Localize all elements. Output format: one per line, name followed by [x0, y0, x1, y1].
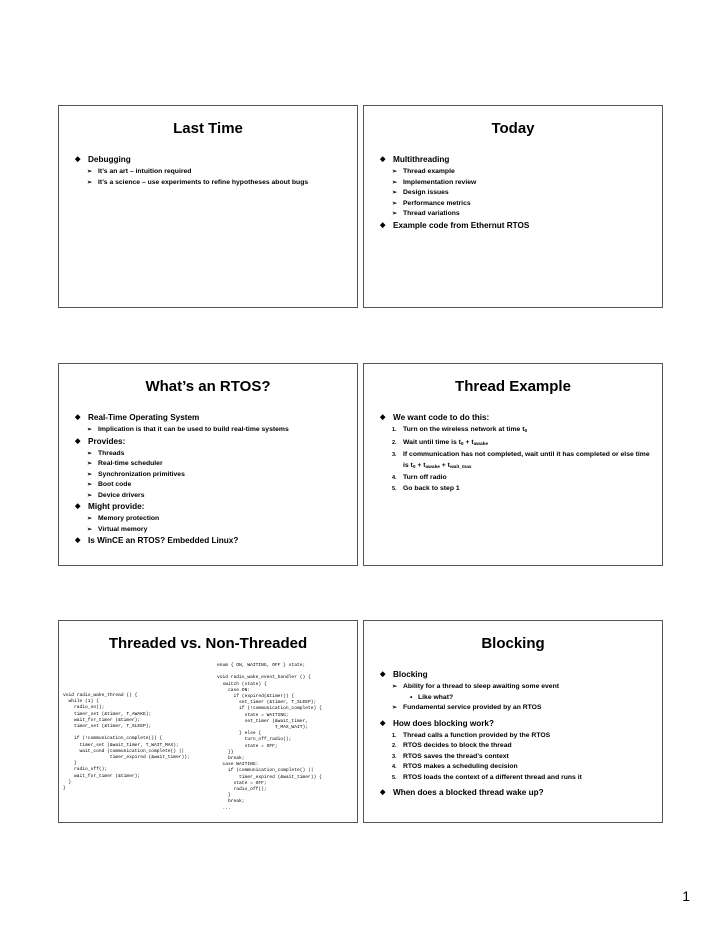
page-number: 1 [682, 888, 690, 904]
item-number: 4. [392, 764, 397, 770]
numbered-item: 1. Thread calls a function provided by the RTOS [380, 731, 656, 742]
slide-whats-an-rtos [58, 363, 358, 566]
sub-bullet: ➢ It’s a science – use experiments to refine hypotheses about bugs [75, 178, 351, 189]
slide-title: What’s an RTOS? [145, 378, 271, 395]
bullet: ◆ Example code from Ethernut RTOS [380, 220, 656, 231]
slide-blocking [363, 620, 663, 823]
bullet: ◆ Might provide: [75, 501, 351, 512]
sub-bullet: ➢ Virtual memory [75, 525, 351, 536]
slide-title: Threaded vs. Non-Threaded [108, 635, 308, 652]
slide-content [380, 669, 656, 800]
slide-content [380, 154, 656, 233]
item-number: 5. [392, 485, 397, 492]
sub-bullet: ➢ Boot code [75, 480, 351, 491]
bullet: ◆ Is WinCE an RTOS? Embedded Linux? [75, 535, 351, 546]
bullet: ◆ Debugging [75, 154, 351, 165]
bullet: ◆ Multithreading [380, 154, 656, 165]
numbered-item: 1. Turn on the wireless network at time $t_0$ [392, 426, 528, 434]
sub-bullet: ➢ It’s an art – intuition required [75, 167, 351, 178]
item-number: 2. [392, 743, 397, 749]
slide-content [380, 412, 656, 494]
bullet: ◆ We want code to do this: [380, 412, 656, 423]
slide-title: Today [491, 120, 535, 137]
numbered-item: 3. RTOS saves the thread’s context [380, 752, 656, 763]
sub-bullet: ➢ Performance metrics [380, 199, 656, 210]
item-number: 3. [392, 753, 397, 760]
numbered-item: 5. RTOS loads the context of a different thread and runs it [380, 773, 656, 784]
sub-bullet: ➢ Thread example [380, 167, 656, 178]
item-number: 4. [392, 475, 397, 481]
sub-bullet: ➢ Device drivers [75, 491, 351, 502]
bullet: ◆ Provides: [75, 436, 351, 447]
slide-content [75, 412, 351, 548]
numbered-item: 3. If communication has not completed, wait until it has completed or else time is $t_0 + t_{awake} + t_{wait\_max}$ [392, 451, 650, 470]
numbered-item: 5. Go back to step 1 [380, 484, 656, 495]
numbered-item: 4. RTOS makes a scheduling decision [380, 762, 656, 773]
bullet: ◆ Real-Time Operating System [75, 412, 351, 423]
code-threaded: void radio_wake_thread () { while (1) { radio_on(); timer_set (&timer, T_AWAKE); wait_for_timer (&timer); timer_set (&timer, T_SLEEP); if (!communication_complete()) { timer_set (&wait_timer, T_WAIT_MAX); wait_cond (communication_complete() || timer_expired (&wait_timer)); } radio_off(); wait_for_timer (&timer); } } [63, 693, 190, 792]
item-number: 3. [392, 452, 397, 458]
sub-bullet: ➢ Implication is that it can be used to build real-time systems [75, 425, 351, 436]
numbered-item: 4. Turn off radio [380, 473, 656, 484]
slide-title: Thread Example [455, 378, 571, 395]
sub-bullet: ➢ Real-time scheduler [75, 459, 351, 470]
sub-bullet: ➢ Memory protection [75, 514, 351, 525]
slide-last-time [58, 105, 358, 308]
sub-bullet: ➢ Threads [75, 449, 351, 460]
slide-threaded-vs-non-threaded [58, 620, 358, 823]
bullet: ◆ How does blocking work? [380, 718, 656, 729]
bullet: ◆ When does a blocked thread wake up? [380, 787, 656, 798]
item-number: 5. [392, 774, 397, 781]
slide-title: Last Time [173, 120, 243, 137]
sub-bullet: ➢ Thread variations [380, 209, 656, 220]
item-number: 2. [392, 439, 397, 446]
sub-bullet: ➢ Ability for a thread to sleep awaiting some event [380, 682, 656, 693]
sub-bullet: ➢ Design issues [380, 188, 656, 199]
slide-title: Blocking [481, 635, 545, 652]
slide-thread-example [363, 363, 663, 566]
item-number: 1. [392, 732, 397, 739]
code-event-handler: enum { ON, WAITING, OFF } state; void radio_wake_event_handler () { switch (state) { case ON: if (expired(&timer)) { set_timer (&timer, T_SLEEP); if (!communication_complete) { state = WAITING; set_timer (&wait_timer, T_MAX_WAIT); } else { turn_off_radio(); state = OFF; }} break; case WAITING: if (communication_complete() || timer_expired (&wait_timer)) { state = OFF; radio_off(); } break; ... [217, 663, 322, 811]
sub-bullet: ➢ Fundamental service provided by an RTOS [380, 703, 656, 714]
numbered-item: 2. Wait until time is $t_0 + t_{awake}$ [392, 438, 488, 447]
numbered-item: 2. RTOS decides to block the thread [380, 741, 656, 752]
sub-sub-bullet: • Like what? [380, 693, 656, 704]
sub-bullet: ➢ Synchronization primitives [75, 470, 351, 481]
sub-bullet: ➢ Implementation review [380, 178, 656, 189]
bullet: ◆ Blocking [380, 669, 656, 680]
slide-today [363, 105, 663, 308]
item-number: 1. [392, 427, 397, 433]
slide-content [75, 154, 351, 188]
